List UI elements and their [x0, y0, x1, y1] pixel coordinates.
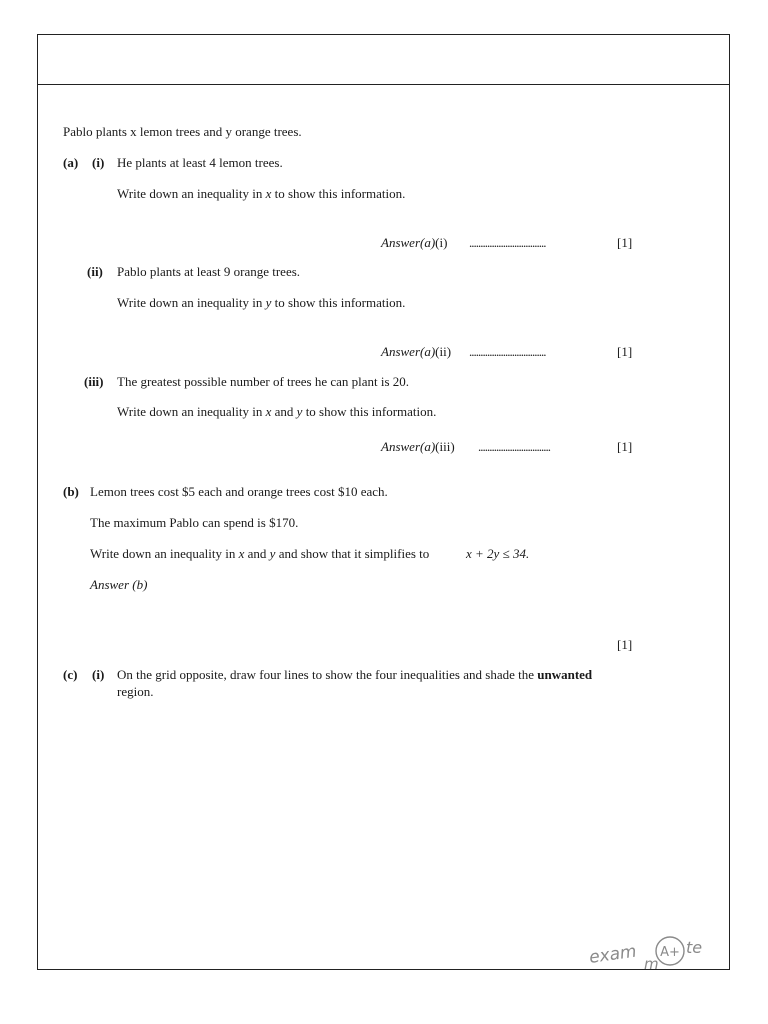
marks-a-iii: [1] — [617, 439, 633, 454]
prompt-text: Write down an inequality in — [117, 295, 263, 310]
prompt-text: and show that it simplifies to — [278, 546, 430, 561]
answer-label-roman: (iii) — [435, 439, 455, 454]
logo-text-m: m — [644, 955, 659, 973]
part-a-i-prompt — [117, 186, 405, 202]
part-b-math: x + 2y ≤ 34. — [466, 546, 530, 561]
prompt-var: x — [265, 186, 272, 201]
prompt-text: Write down an inequality in — [117, 404, 263, 419]
prompt-text: and — [274, 404, 294, 419]
answer-a-i-label — [381, 235, 447, 251]
part-c-label: (c) — [63, 667, 78, 682]
marks-b: [1] — [617, 637, 633, 652]
answer-label-roman: (i) — [435, 235, 448, 250]
answer-a-ii-dots[interactable]: .................................. — [469, 344, 546, 359]
part-a-i-statement: He plants at least 4 lemon trees. — [117, 155, 283, 170]
page-frame — [37, 34, 730, 970]
exammate-logo — [588, 933, 718, 973]
part-a-ii-statement: Pablo plants at least 9 orange trees. — [117, 264, 301, 279]
logo-text-exam: exam — [588, 941, 638, 968]
prompt-text: to show this information. — [274, 295, 406, 310]
logo-text-te: te — [686, 938, 703, 957]
prompt-var: y — [269, 546, 276, 561]
answer-a-iii-dots[interactable]: ................................ — [478, 439, 550, 454]
answer-a-iii-label — [381, 439, 455, 455]
prompt-var: y — [296, 404, 303, 419]
prompt-var: y — [265, 295, 272, 310]
part-a-iii-prompt — [117, 404, 436, 420]
part-a-i-label: (i) — [92, 155, 105, 170]
answer-label-italic: Answer(a) — [381, 439, 436, 454]
marks-a-i: [1] — [617, 235, 633, 250]
prompt-text: Write down an inequality in — [117, 186, 263, 201]
prompt-text: to show this information. — [305, 404, 437, 419]
part-b-line3 — [90, 546, 429, 562]
prompt-var: x — [265, 404, 272, 419]
unwanted-bold: unwanted — [537, 667, 593, 682]
marks-a-ii: [1] — [617, 344, 633, 359]
part-b-line1: Lemon trees cost $5 each and orange trees cost $10 each. — [90, 484, 388, 499]
prompt-var: x — [238, 546, 245, 561]
prompt-text: and — [247, 546, 267, 561]
answer-b-label: Answer (b) — [90, 577, 148, 592]
part-c-text-line2: region. — [117, 684, 154, 699]
part-b-label: (b) — [63, 484, 79, 499]
part-a-ii-label: (ii) — [87, 264, 103, 279]
part-a-label: (a) — [63, 155, 79, 170]
prompt-text: Write down an inequality in — [90, 546, 236, 561]
answer-a-i-dots[interactable]: .................................. — [469, 235, 546, 250]
prompt-text: to show this information. — [274, 186, 406, 201]
part-a-iii-label: (iii) — [84, 374, 104, 389]
logo-circle-text: A+ — [660, 945, 680, 960]
answer-label-italic: Answer(a) — [381, 235, 436, 250]
answer-label-roman: (ii) — [435, 344, 452, 359]
part-a-ii-prompt — [117, 295, 405, 311]
header-band — [38, 35, 729, 85]
prompt-text: On the grid opposite, draw four lines to show the four inequalities and shade the — [117, 667, 534, 682]
part-a-iii-statement: The greatest possible number of trees he can plant is 20. — [117, 374, 410, 389]
part-c-text — [117, 667, 592, 683]
answer-a-ii-label — [381, 344, 451, 360]
part-b-line2: The maximum Pablo can spend is $170. — [90, 515, 299, 530]
intro-text: Pablo plants x lemon trees and y orange trees. — [63, 124, 302, 139]
part-c-i-label: (i) — [92, 667, 105, 682]
answer-label-italic: Answer(a) — [381, 344, 436, 359]
